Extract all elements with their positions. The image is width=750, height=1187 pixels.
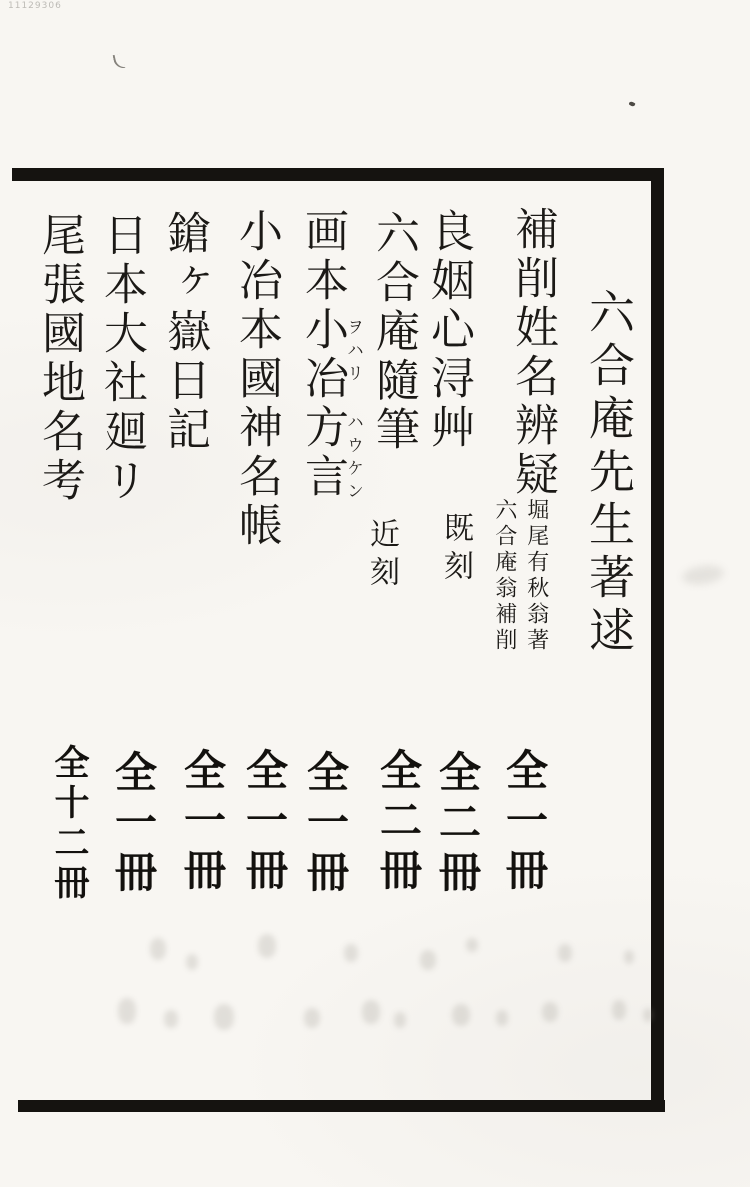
bleed-through-mark	[612, 1000, 626, 1020]
bleed-through-mark	[362, 1000, 380, 1024]
page-frame-bottom-border	[18, 1100, 665, 1112]
volume-count: 全十二冊	[49, 744, 90, 904]
page-title: 六合庵先生著逑	[582, 288, 636, 659]
annotation-line: 六合庵翁補削	[491, 498, 517, 654]
bleed-through-mark	[118, 998, 136, 1024]
work-title: 鎗ヶ嶽日記	[159, 210, 210, 455]
ink-speck	[628, 101, 635, 107]
work-title: 尾張國地名考	[34, 212, 85, 506]
volume-count: 全一冊	[240, 748, 289, 898]
ink-mark	[113, 53, 126, 70]
bleed-through-mark	[344, 944, 358, 962]
page-frame-right-border	[651, 168, 664, 1112]
volume-count: 全二冊	[433, 750, 482, 900]
bleed-through-mark	[643, 1008, 653, 1022]
annotation-line: 堀尾有秋翁著	[523, 498, 549, 654]
volume-count: 全一冊	[301, 750, 350, 900]
bleed-through-mark	[452, 1004, 470, 1026]
scan-id: 11129306	[8, 1, 62, 11]
bleed-through-mark	[394, 1012, 406, 1028]
bleed-through-mark	[558, 944, 572, 962]
bleed-through-mark	[624, 950, 634, 964]
bleed-through-mark	[304, 1008, 320, 1028]
volume-count: 全一冊	[178, 748, 227, 898]
bleed-through-mark	[420, 950, 436, 970]
author-annotation	[488, 498, 552, 728]
furigana: ヲハリ ハウケン	[343, 318, 363, 505]
bleed-through-mark	[164, 1010, 178, 1028]
bleed-through-mark	[496, 1010, 508, 1026]
work-title: 小冶本國神名帳	[231, 208, 282, 551]
bleed-through-mark	[466, 938, 478, 952]
page-frame-top-border	[12, 168, 663, 181]
work-title: 日本大社廻リ	[96, 212, 147, 506]
bleed-through-mark	[542, 1002, 558, 1022]
bleed-through-mark	[214, 1004, 234, 1030]
paper-smudge	[681, 563, 725, 587]
volume-count: 全一冊	[500, 748, 549, 898]
work-title: 六合庵隨筆	[368, 210, 419, 455]
bleed-through-mark	[150, 938, 166, 960]
work-title: 画本小冶方言	[297, 208, 348, 502]
work-title: 補削姓名辨疑	[507, 206, 558, 500]
bleed-through-mark	[258, 934, 276, 958]
volume-count: 全一冊	[109, 750, 158, 900]
publication-status: 近刻	[364, 518, 399, 594]
bleed-through-mark	[186, 954, 198, 970]
volume-count: 全二冊	[374, 748, 423, 898]
work-title: 良姻心浔艸	[423, 208, 474, 453]
publication-status: 既刻	[438, 512, 473, 588]
